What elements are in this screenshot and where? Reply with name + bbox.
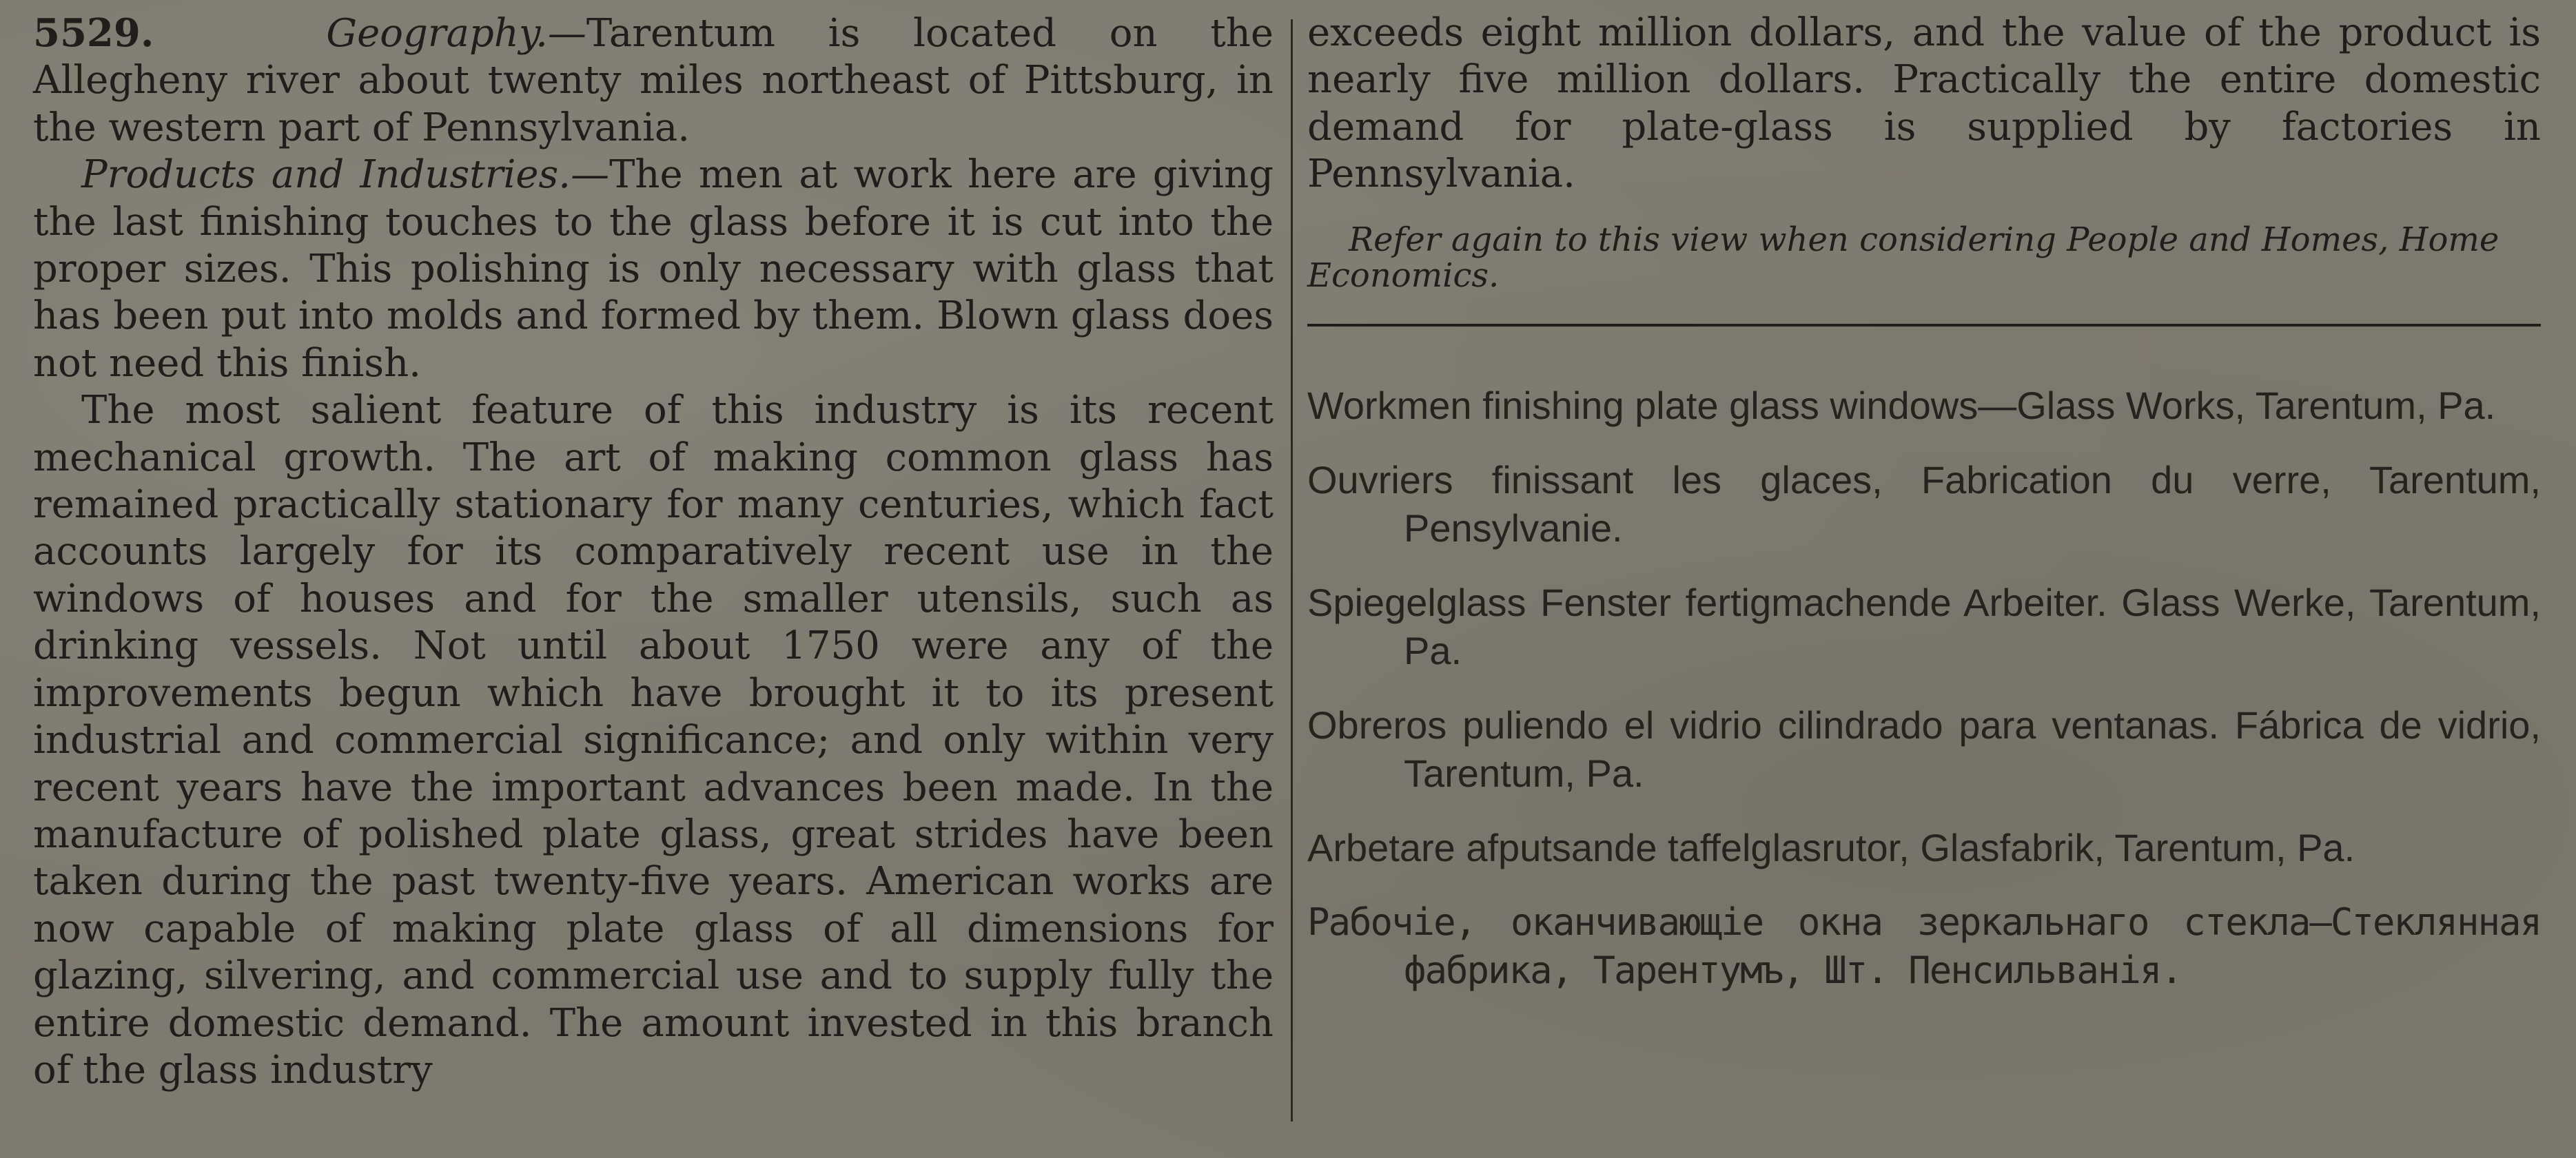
products-text: The men at work here are giving the last finishing touches to the glass before it is cut into the proper sizes. This polishing is only necessary with glass that has been put into molds and formed by them. Blown glass does not need this finish.	[33, 152, 1274, 386]
view-number: 5529.	[33, 10, 154, 56]
caption-swedish: Arbetare afputsande taffelglasrutor, Glasfabrik, Tarentum, Pa.	[1307, 825, 2355, 869]
salient-paragraph: The most salient feature of this industry is its recent mechanical growth. The art of making common glass has remained practically stationary for many centuries, which fact accounts largely for its comparatively recent use in the windows of houses and for the smaller utensils, such as drinking vessels. Not until about 1750 were any of the improvements begun which have brought it to its present industrial and commercial significance; and only within very recent years have the important advances been made. In the manufacture of polished plate glass, great strides have been taken during the past twenty-five years. American works are now capable of making plate glass of all dimensions for glazing, silvering, and commercial use and to supply fully the entire domestic demand. The amount invested in this branch of the glass industry	[33, 388, 1274, 1093]
horizontal-rule	[1307, 324, 2541, 327]
left-column	[33, 10, 1274, 1094]
refer-note: Refer again to this view when considering People and Homes, Home Economics.	[1307, 220, 2500, 295]
caption-german: Spiegelglass Fenster fertigmachende Arbeiter. Glass Werke, Tarentum, Pa.	[1307, 580, 2541, 672]
products-heading: Products and Industries.—	[81, 152, 610, 198]
column-divider	[1291, 19, 1293, 1121]
continuation-paragraph: exceeds eight million dollars, and the value of the product is nearly five million dollars. Practically the entire domestic demand for plate-glass is supplied by factories in Pennsylvania.	[1307, 10, 2541, 197]
caption-english: Workmen finishing plate glass windows—Glass Works, Tarentum, Pa.	[1307, 383, 2496, 427]
caption-russian: Рабочіе, оканчивающіе окна зеркальнаго стекла—Стеклянная фабрика, Тарентумъ, Шт. Пенсильванія.	[1307, 900, 2541, 992]
products-paragraph	[33, 152, 1274, 387]
geography-paragraph	[33, 10, 1274, 152]
right-column	[1307, 10, 2541, 1021]
geography-text: Tarentum is located on the Allegheny river about twenty miles northeast of Pittsburg, in the western part of Pennsylvania.	[33, 11, 1274, 150]
caption-french: Ouvriers finissant les glaces, Fabrication du verre, Tarentum, Pensylvanie.	[1307, 457, 2541, 550]
geography-heading: Geography.—	[326, 11, 586, 56]
caption-list	[1307, 382, 2541, 995]
caption-spanish: Obreros puliendo el vidrio cilindrado para ventanas. Fábrica de vidrio, Tarentum, Pa.	[1307, 703, 2541, 795]
